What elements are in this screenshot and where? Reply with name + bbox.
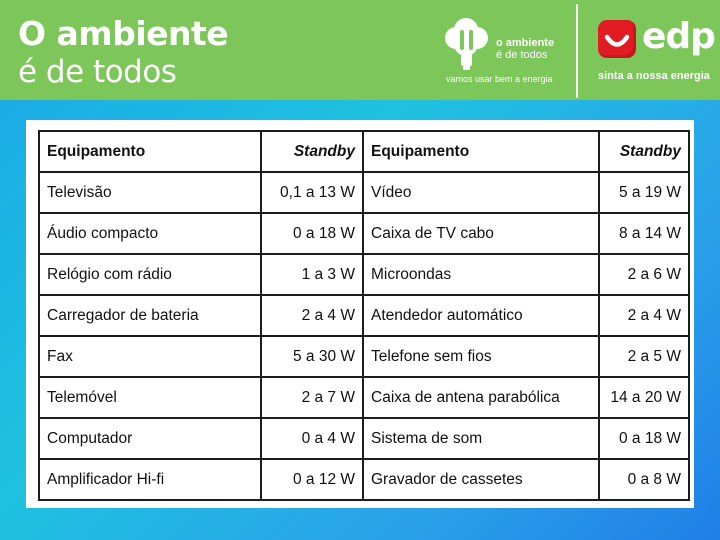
equipment-cell: Caixa de TV cabo — [363, 213, 599, 254]
header-standby-right: Standby — [599, 131, 689, 172]
table-row — [39, 377, 689, 418]
equipment-cell: Microondas — [363, 254, 599, 295]
table-row — [39, 336, 689, 377]
equipment-cell: Vídeo — [363, 172, 599, 213]
table-row — [39, 172, 689, 213]
equipment-cell: Amplificador Hi-fi — [39, 459, 261, 500]
equipment-cell: Telemóvel — [39, 377, 261, 418]
standby-cell: 5 a 19 W — [599, 172, 689, 213]
edp-smile-icon — [598, 20, 636, 58]
equipment-cell: Fax — [39, 336, 261, 377]
ambiente-logo-line-1: o ambiente — [496, 37, 555, 49]
table-row — [39, 459, 689, 500]
table-row — [39, 295, 689, 336]
header-equipamento-left: Equipamento — [39, 131, 261, 172]
standby-cell: 2 a 4 W — [599, 295, 689, 336]
ambiente-logo — [444, 18, 568, 88]
edp-logo-mark — [598, 20, 636, 58]
standby-cell: 1 a 3 W — [261, 254, 363, 295]
header-standby-left: Standby — [261, 131, 363, 172]
equipment-cell: Televisão — [39, 172, 261, 213]
standby-cell: 8 a 14 W — [599, 213, 689, 254]
standby-cell: 2 a 7 W — [261, 377, 363, 418]
table-row — [39, 213, 689, 254]
header-divider — [576, 4, 578, 98]
equipment-cell: Carregador de bateria — [39, 295, 261, 336]
ambiente-logo-tagline: vamos usar bem a energia — [446, 74, 553, 84]
standby-cell: 0 a 18 W — [261, 213, 363, 254]
table-row — [39, 418, 689, 459]
page-title-line-2: é de todos — [18, 54, 177, 90]
equipment-cell: Relógio com rádio — [39, 254, 261, 295]
table-header-row — [39, 131, 689, 172]
standby-cell: 0 a 12 W — [261, 459, 363, 500]
header-equipamento-right: Equipamento — [363, 131, 599, 172]
standby-cell: 0 a 4 W — [261, 418, 363, 459]
equipment-cell: Áudio compacto — [39, 213, 261, 254]
standby-cell: 0 a 8 W — [599, 459, 689, 500]
equipment-cell: Gravador de cassetes — [363, 459, 599, 500]
table-row — [39, 254, 689, 295]
standby-cell: 2 a 5 W — [599, 336, 689, 377]
standby-cell: 14 a 20 W — [599, 377, 689, 418]
edp-slogan: sinta a nossa energia — [598, 70, 710, 82]
leaf-plug-icon — [444, 18, 490, 70]
standby-cell: 5 a 30 W — [261, 336, 363, 377]
equipment-cell: Caixa de antena parabólica — [363, 377, 599, 418]
standby-cell: 2 a 6 W — [599, 254, 689, 295]
edp-logo-text: edp — [642, 16, 715, 57]
header-banner — [0, 0, 720, 100]
equipment-cell: Telefone sem fios — [363, 336, 599, 377]
ambiente-logo-line-2: é de todos — [496, 49, 548, 61]
equipment-cell: Computador — [39, 418, 261, 459]
standby-cell: 0,1 a 13 W — [261, 172, 363, 213]
page-title-line-1: O ambiente — [18, 14, 229, 53]
standby-cell: 0 a 18 W — [599, 418, 689, 459]
standby-table-panel — [26, 120, 694, 508]
equipment-cell: Atendedor automático — [363, 295, 599, 336]
standby-cell: 2 a 4 W — [261, 295, 363, 336]
standby-table — [38, 130, 690, 501]
equipment-cell: Sistema de som — [363, 418, 599, 459]
